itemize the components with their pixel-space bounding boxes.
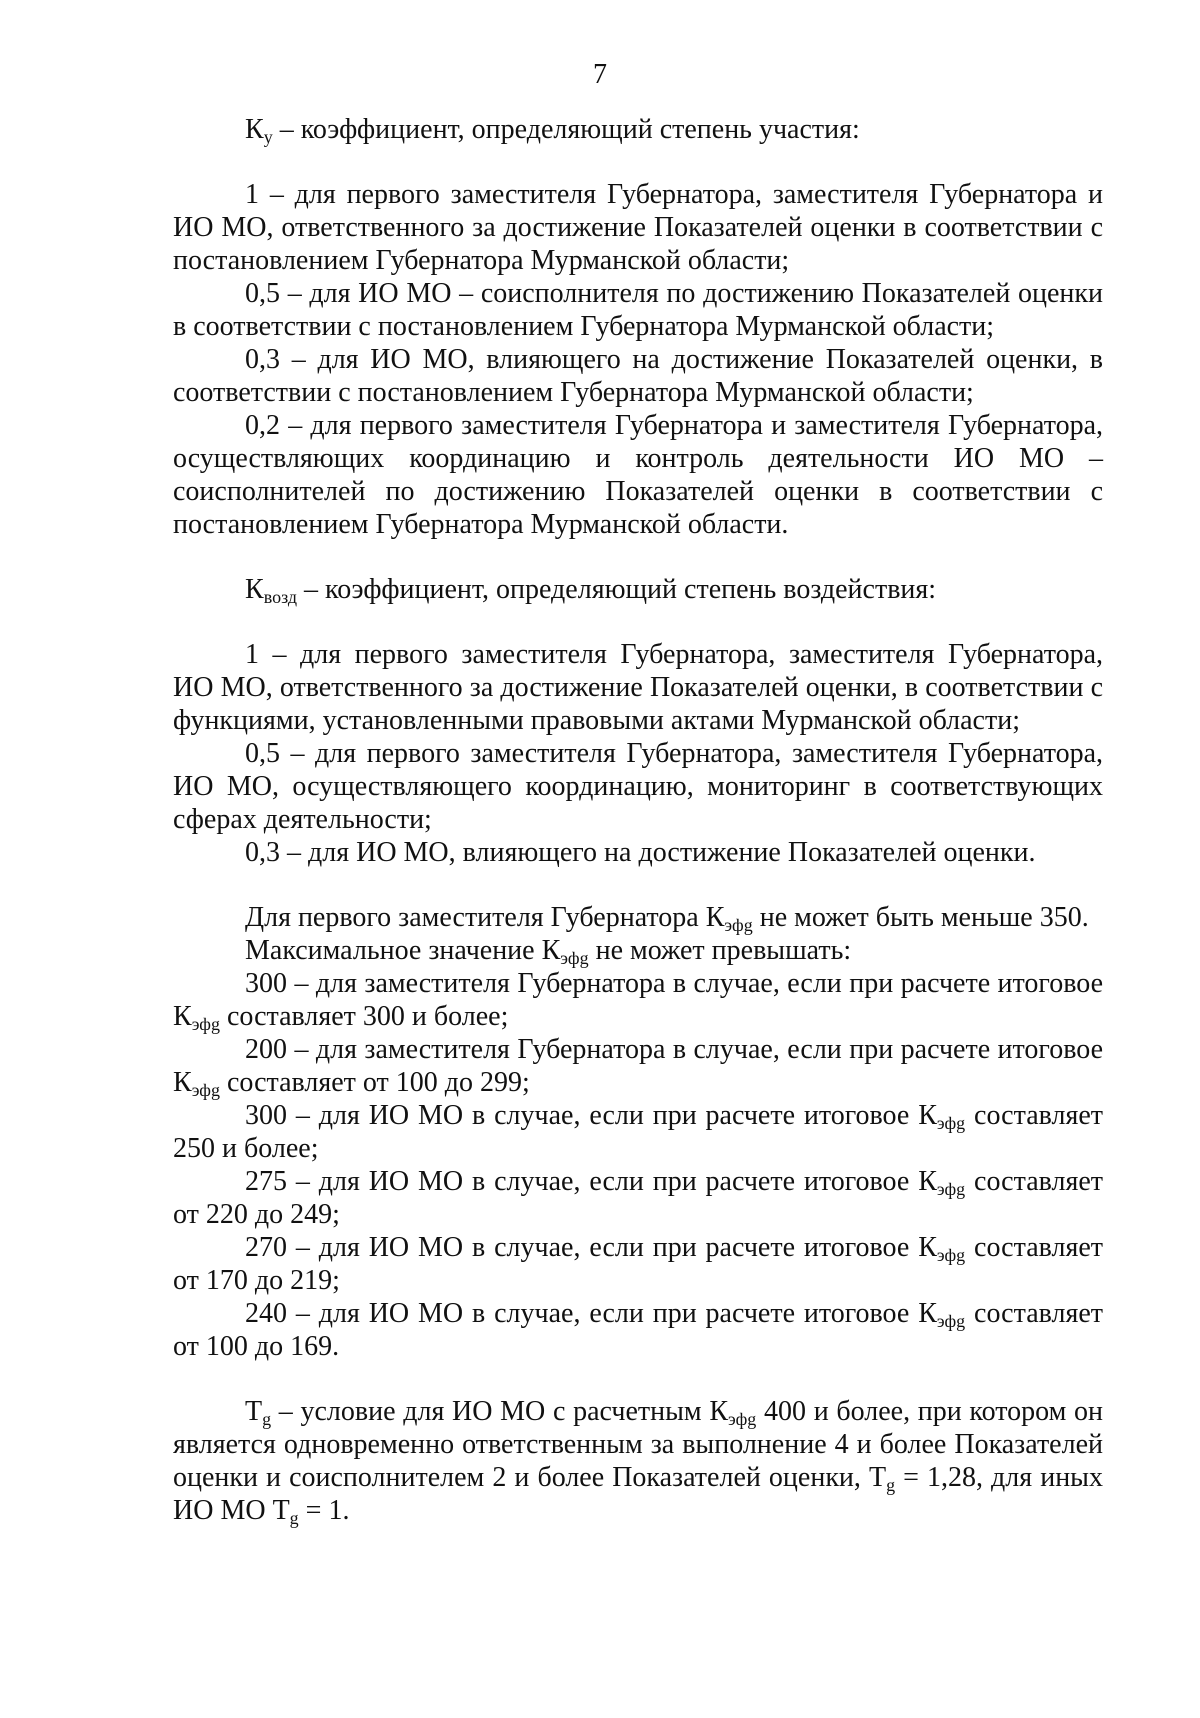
k-efg-subscript: эфg xyxy=(728,1409,757,1429)
k-u-subscript: у xyxy=(263,127,273,147)
k-vozd-item-1: 1 – для первого заместителя Губернатора, заместителя Губернатора, ИО МО, ответственного за достижение Показателей оценки, в соответствии с функциями, установленными правовыми актами Мурманской области; xyxy=(173,639,1103,736)
k-u-item-4: 0,2 – для первого заместителя Губернатора и заместителя Губернатора, осуществляющих координацию и контроль деятельности ИО МО – соисполнителей по достижению Показателей оценки в соответствии с постановлением Губернатора Мурманской области. xyxy=(173,410,1103,540)
k-efg-subscript: эфg xyxy=(191,1080,220,1100)
k-efg-subscript: эфg xyxy=(724,915,753,935)
k-efg-subscript: эфg xyxy=(560,948,589,968)
k-u-item-3: 0,3 – для ИО МО, влияющего на достижение Показателей оценки, в соответствии с постановлением Губернатора Мурманской области; xyxy=(173,344,1103,408)
k-efg-symbol: К xyxy=(918,1232,937,1263)
k-efg-subscript: эфg xyxy=(191,1014,220,1034)
max-value-rule: Максимальное значение $К_{эфg}$ не может превышать: xyxy=(245,935,852,968)
k-vozd-definition: – коэффициент, определяющий степень воздействия: xyxy=(297,574,937,605)
k-efg-symbol: К xyxy=(918,1298,937,1329)
t-g-subscript: g xyxy=(289,1508,299,1528)
k-u-definition: – коэффициент, определяющий степень участия: xyxy=(272,114,860,145)
k-vozd-item-3: 0,3 – для ИО МО, влияющего на достижение Показателей оценки. xyxy=(245,837,1036,868)
k-vozd-item-2: 0,5 – для первого заместителя Губернатора, заместителя Губернатора, ИО МО, осуществляющего координацию, мониторинг в соответствующих сферах деятельности; xyxy=(173,738,1103,835)
k-efg-symbol: К xyxy=(173,1001,192,1032)
limit-item-6: 240 – для ИО МО в случае, если при расчете итоговое $К_{эфg}$ составляет от 100 до 169. xyxy=(173,1298,1103,1362)
k-efg-symbol: К xyxy=(709,1396,729,1427)
k-u-item-1: 1 – для первого заместителя Губернатора, заместителя Губернатора и ИО МО, ответственного за достижение Показателей оценки в соответствии с постановлением Губернатора Мурманской области; xyxy=(173,179,1103,276)
k-u-item-2: 0,5 – для ИО МО – соисполнителя по достижению Показателей оценки в соответствии с постановлением Губернатора Мурманской области; xyxy=(173,278,1103,342)
k-efg-symbol: К xyxy=(173,1067,192,1098)
k-efg-subscript: эфg xyxy=(936,1311,966,1331)
limit-item-4: 275 – для ИО МО в случае, если при расчете итоговое $К_{эфg}$ составляет от 220 до 249; xyxy=(173,1166,1103,1230)
limit-item-2: 200 – для заместителя Губернатора в случае, если при расчете итоговое $К_{эфg}$ составляет от 100 до 299; xyxy=(173,1034,1103,1100)
limit-item-1: 300 – для заместителя Губернатора в случае, если при расчете итоговое $К_{эфg}$ составляет 300 и более; xyxy=(173,968,1103,1034)
k-vozd-symbol: К xyxy=(245,574,264,605)
t-g-subscript: g xyxy=(262,1409,272,1429)
k-efg-subscript: эфg xyxy=(936,1245,966,1265)
k-u-heading xyxy=(173,113,1103,146)
t-g-symbol: Т xyxy=(245,1396,263,1427)
k-efg-symbol: К xyxy=(541,935,561,966)
t-g-symbol: Т xyxy=(868,1462,887,1493)
k-vozd-heading xyxy=(173,573,1103,606)
k-efg-symbol: К xyxy=(918,1100,937,1131)
k-u-symbol: К xyxy=(245,114,264,145)
k-efg-subscript: эфg xyxy=(936,1179,966,1199)
t-g-definition: $Т_g$ – условие для ИО МО с расчетным $К_{эфg}$ 400 и более, при котором он является одновременно ответственным за выполнение 4 и более Показателей оценки и соисполнителем 2 и более Показателей оценки, $Т_g = 1,28$, для иных ИО МО $Т_g = 1$. xyxy=(173,1396,1103,1528)
document-body xyxy=(173,113,1103,1527)
t-g-symbol: Т xyxy=(272,1495,290,1526)
t-g-subscript: g xyxy=(886,1475,896,1495)
limit-item-5: 270 – для ИО МО в случае, если при расчете итоговое $К_{эфg}$ составляет от 170 до 219; xyxy=(173,1232,1103,1296)
k-efg-symbol: К xyxy=(918,1166,937,1197)
k-vozd-subscript: возд xyxy=(263,587,298,607)
k-efg-symbol: К xyxy=(705,902,725,933)
first-deputy-min-rule: Для первого заместителя Губернатора $К_{эфg}$ не может быть меньше 350. xyxy=(245,902,1089,935)
page-number: 7 xyxy=(593,59,607,90)
limit-item-3: 300 – для ИО МО в случае, если при расчете итоговое $К_{эфg}$ составляет 250 и более; xyxy=(173,1100,1103,1164)
k-efg-subscript: эфg xyxy=(936,1113,966,1133)
